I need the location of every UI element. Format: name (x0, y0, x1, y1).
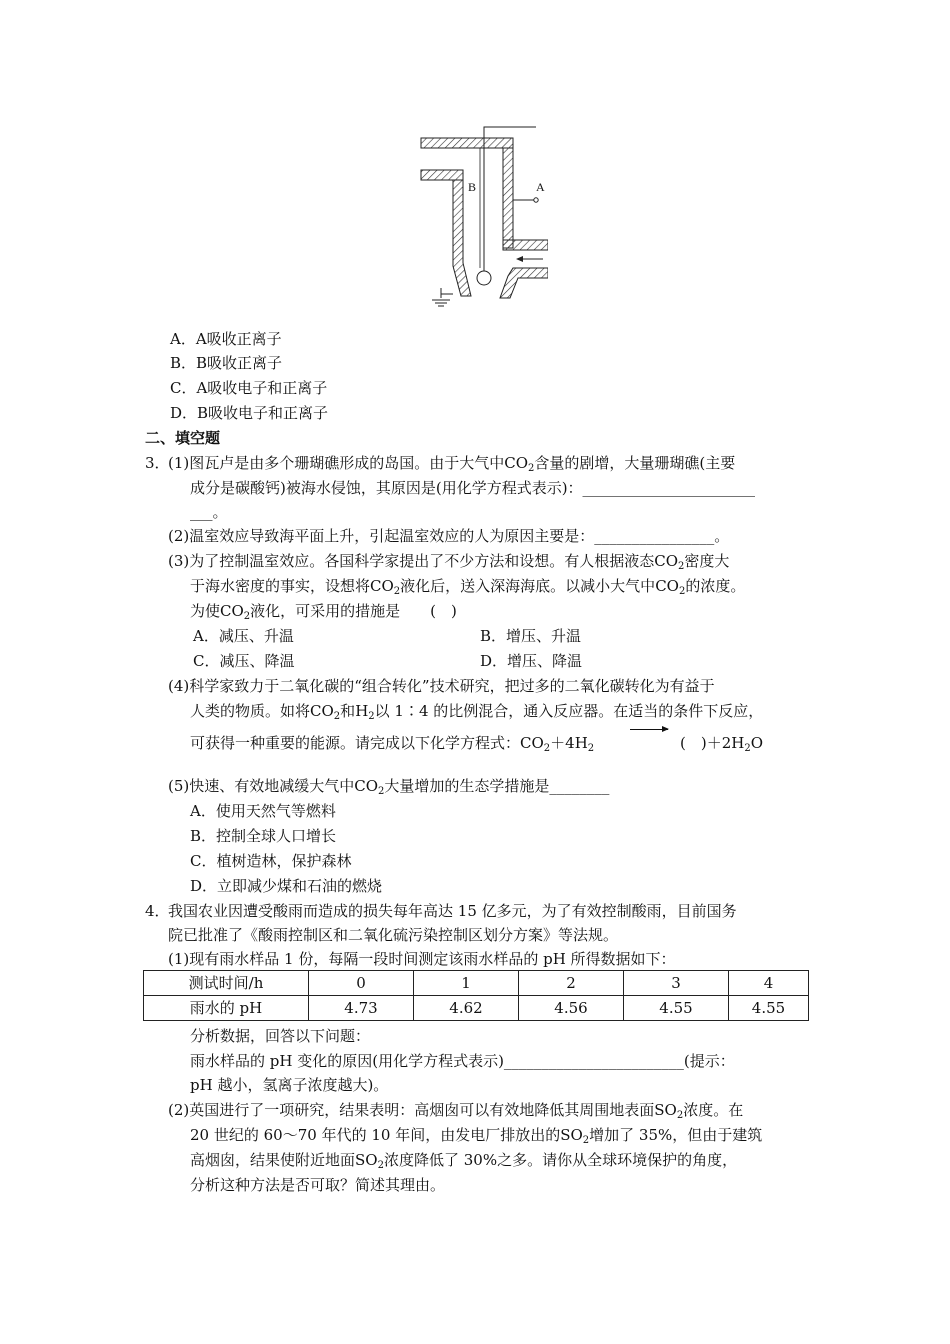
option-d: D．B吸收电子和正离子 (170, 404, 329, 422)
ph-table (143, 970, 809, 1021)
q3-p1-line3: ___。 (190, 503, 228, 521)
left-wall (453, 180, 471, 296)
q3-p3-option-b: B．增压、升温 (480, 627, 582, 645)
option-b: B．B吸收正离子 (170, 354, 283, 372)
table-cell: 3 (624, 971, 729, 996)
label-b: B (468, 180, 477, 194)
table-cell: 4.55 (729, 996, 809, 1021)
q3-p3-option-a: A．减压、升温 (193, 627, 294, 645)
q3-p5: (5)快速、有效地减缓大气中$CO_2$大量增加的生态学措施是________ (168, 777, 610, 797)
q3-p5-option-a: A．使用天然气等燃料 (190, 802, 336, 820)
q3-p5-option-c: C．植树造林，保护森林 (190, 852, 352, 870)
left-upper-wall (421, 170, 463, 180)
apparatus-diagram (418, 118, 548, 308)
q3-p3-line2: 于海水密度的事实，设想将$CO_2$液化后，送入深海海底。以减小大气中$CO_2$的浓度。 (190, 577, 746, 597)
q4-p2-line3: 高烟囱，结果使附近地面$SO_2$浓度降低了 30%之多。请你从全球环境保护的角度， (190, 1151, 738, 1171)
q4-p2-line1: (2)英国进行了一项研究，结果表明：高烟囱可以有效地降低其周围地表面$SO_2$浓度。在 (168, 1101, 744, 1121)
section-title: 二、填空题 (145, 429, 221, 447)
q3-p4-line3: 可获得一种重要的能源。请完成以下化学方程式：$CO_2+4H_2$ (190, 734, 595, 754)
table-cell: 4.55 (624, 996, 729, 1021)
table-cell: 4.73 (309, 996, 414, 1021)
top-wall (421, 138, 513, 148)
q3-number: 3． (145, 454, 170, 472)
table-cell: 4 (729, 971, 809, 996)
q3-p5-option-d: D．立即减少煤和石油的燃烧 (190, 877, 383, 895)
q3-p2: (2)温室效应导致海平面上升，引起温室效应的人为原因主要是：________________。 (168, 527, 730, 545)
q4-p1: (1)现有雨水样品 1 份，每隔一段时间测定该雨水样品的 pH 所得数据如下： (168, 950, 676, 968)
q3-p3-line1: (3)为了控制温室效应。各国科学家提出了不少方法和设想。有人根据液态$CO_2$密度大 (168, 552, 730, 572)
reaction-arrow-head (662, 726, 669, 732)
table-cell: 1 (414, 971, 519, 996)
right-wall (503, 148, 513, 248)
table-cell: 雨水的 pH (144, 996, 309, 1021)
q4-intro-line2: 院已批准了《酸雨控制区和二氧化硫污染控制区划分方案》等法规。 (168, 926, 619, 944)
q3-p1-line1: (1)图瓦卢是由多个珊瑚礁形成的岛国。由于大气中$CO_2$含量的剧增，大量珊瑚礁(主要 (168, 454, 736, 474)
right-mid-wall (503, 240, 548, 250)
option-c: C．A吸收电子和正离子 (170, 379, 328, 397)
table-cell: 0 (309, 971, 414, 996)
table-header-row (144, 971, 809, 996)
q3-p3-line3: 为使$CO_2$液化，可采用的措施是 ( ) (190, 602, 457, 622)
q4-p2-line4: 分析这种方法是否可取？简述其理由。 (190, 1176, 446, 1194)
q4-analysis-line1: 分析数据，回答以下问题： (190, 1027, 371, 1045)
q4-number: 4． (145, 902, 170, 920)
right-lower-wall (500, 268, 548, 298)
table-cell: 4.62 (414, 996, 519, 1021)
q3-p3-option-d: D．增压、降温 (480, 652, 583, 670)
q4-analysis-line2: 雨水样品的 pH 变化的原因(用化学方程式表示)________________________(提示： (190, 1052, 735, 1070)
table-cell: 2 (519, 971, 624, 996)
q3-p4-line1: (4)科学家致力于二氧化碳的“组合转化”技术研究，把过多的二氧化碳转化为有益于 (168, 677, 715, 695)
q3-p4-line2: 人类的物质。如将$CO_2$和$H_2$以 1∶4 的比例混合，通入反应器。在适当的条件下反应， (190, 702, 764, 722)
q4-analysis-line3: pH 越小，氢离子浓度越大)。 (190, 1076, 389, 1094)
label-a: A (536, 180, 545, 194)
q4-p2-line2: 20 世纪的 60～70 年代的 10 年间，由发电厂排放出的$SO_2$增加了 35%，但由于建筑 (190, 1126, 763, 1146)
q3-p4-products: ( )$+2H_2O$ (680, 734, 764, 754)
electrode-ball (477, 271, 491, 285)
q4-intro-line1: 我国农业因遭受酸雨而造成的损失每年高达 15 亿多元，为了有效控制酸雨，目前国务 (168, 902, 737, 920)
option-a: A．A吸收正离子 (170, 330, 282, 348)
q3-p3-option-c: C．减压、降温 (193, 652, 295, 670)
q3-p5-option-b: B．控制全球人口增长 (190, 827, 337, 845)
table-row (144, 996, 809, 1021)
q3-p1-line2: 成分是碳酸钙)被海水侵蚀，其原因是(用化学方程式表示)：_______________________ (190, 479, 756, 497)
table-cell: 测试时间/h (144, 971, 309, 996)
table-cell: 4.56 (519, 996, 624, 1021)
